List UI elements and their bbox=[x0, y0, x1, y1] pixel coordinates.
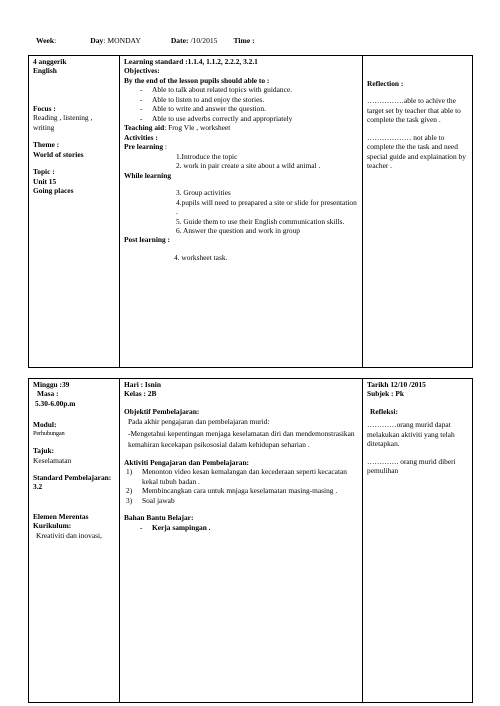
aktiviti-text: Soal jawab bbox=[142, 495, 175, 505]
time-label: Time : bbox=[233, 36, 255, 45]
lesson-content-cell bbox=[120, 56, 363, 368]
pre-learning-label: Pre learning bbox=[124, 142, 164, 152]
standard-value: 3.2 bbox=[33, 482, 43, 492]
bahan-value: - Kerja sampingan . bbox=[124, 523, 358, 532]
aktiviti-list bbox=[124, 467, 358, 505]
subjek: Subjek : Pk bbox=[367, 389, 404, 399]
reflection-cell bbox=[363, 56, 473, 368]
objectives-intro: By the end of the lesson pupils should able to : bbox=[124, 75, 270, 85]
lesson-info-cell bbox=[29, 56, 120, 368]
teaching-aid-label: Teaching aid bbox=[124, 123, 165, 133]
aktiviti-num: 3) bbox=[126, 495, 133, 505]
refleksi-achieved: …………orang murid dapat melakukan aktiviti yang telah ditetapkan. bbox=[367, 420, 455, 449]
bahan-label: Bahan Bantu Belajar: bbox=[124, 513, 194, 523]
masa-label: Masa : bbox=[37, 389, 59, 399]
objectives-label: Objectives: bbox=[124, 66, 160, 76]
while-step: 4.pupils will need to preapared a site or slide for presentation . bbox=[176, 197, 357, 217]
theme-label: Theme : bbox=[33, 140, 60, 150]
aktiviti-item bbox=[124, 496, 358, 505]
topic-label: Topic : bbox=[33, 167, 55, 177]
aktiviti-num: 2) bbox=[126, 486, 133, 496]
elemen-value: Kreativiti dan inovasi, bbox=[36, 530, 102, 540]
day-label: Day bbox=[90, 36, 104, 45]
lesson-plan-english bbox=[28, 55, 473, 368]
lesson-plan-malay bbox=[28, 378, 473, 703]
post-learning-label: Post learning : bbox=[124, 235, 170, 245]
aktiviti-num: 1) bbox=[126, 467, 133, 477]
masa-value: 5.30-6.00p.m bbox=[35, 398, 76, 408]
pre-learning-colon: : bbox=[163, 142, 167, 152]
date-label: Date: bbox=[170, 36, 189, 45]
teaching-aid bbox=[124, 123, 358, 132]
rph-reflection-cell bbox=[363, 379, 473, 703]
while-step: 3. Group activities bbox=[176, 188, 231, 198]
week-label: Week bbox=[36, 36, 55, 45]
rph-info-cell bbox=[29, 379, 120, 703]
rph-content-cell bbox=[120, 379, 363, 703]
objective-item: - Able to write and answer the question. bbox=[124, 104, 358, 113]
page-header: Week: Day: MONDAY Date: /10/2015 Time : bbox=[36, 36, 255, 45]
tajuk-value: Keselamatan bbox=[33, 455, 72, 465]
topic-unit: Unit 15 bbox=[33, 176, 57, 186]
class-name: 4 anggerik bbox=[33, 57, 67, 66]
objektif-intro: Pada akhir pengajaran dan pembelajaran murid: bbox=[128, 417, 270, 427]
aktiviti-item bbox=[124, 467, 358, 486]
kelas: Kelas : 2B bbox=[124, 389, 157, 399]
objektif-item: -Mengetahui kepentingan menjaga keselamatan diri dan mendemonstrasikan kemahiran kecekapan psikososial dalam kehidupan seharian . bbox=[128, 428, 355, 449]
post-step: 4. worksheet task. bbox=[174, 252, 228, 262]
pre-step: 1.Introduce the topic bbox=[176, 151, 238, 161]
tarikh: Tarikh 12/10 /2015 bbox=[367, 380, 426, 389]
objective-item: - Able to use adverbs correctly and appropriately bbox=[124, 114, 358, 123]
reflection-achieved: ……………able to achive the target set by teacher that able to complete the task given . bbox=[367, 96, 461, 125]
objektif-label: Objektif Pembelajaran: bbox=[124, 406, 200, 416]
while-step: 6. Answer the question and work in group bbox=[176, 225, 300, 235]
refleksi-remedial: …………. orang murid diberi pemulihan bbox=[367, 456, 456, 476]
focus-value: Reading , listening , writing bbox=[33, 113, 93, 132]
tajuk-label: Tajuk: bbox=[33, 446, 55, 456]
teaching-aid-value: : Frog Vle , worksheet bbox=[164, 123, 231, 133]
aktiviti-text: Membincangkan cara untuk mnjaga keselamatan masing-masing . bbox=[142, 486, 338, 496]
modul-label: Modul: bbox=[33, 420, 57, 430]
date-value: /10/2015 bbox=[190, 36, 218, 45]
standard-label: Standard Pembelajaran: bbox=[33, 473, 112, 482]
refleksi-label: Refleksi: bbox=[370, 406, 398, 416]
objectives-list bbox=[124, 85, 358, 123]
objective-item: - Able to listen to and enjoy the stories. bbox=[124, 95, 358, 104]
pre-learning-heading bbox=[124, 142, 358, 151]
topic-value: Going places bbox=[33, 186, 74, 196]
learning-standard: Learning standard :1.1.4, 1.1.2, 2.2.2, 3.2.1 bbox=[124, 57, 258, 66]
activities-label: Activities : bbox=[124, 132, 158, 142]
reflection-label: Reflection : bbox=[367, 79, 404, 88]
while-learning-label: While learning bbox=[124, 170, 172, 180]
aktiviti-item bbox=[124, 486, 358, 495]
pre-step: 2. work in pair create a site about a wild animal . bbox=[176, 161, 321, 171]
modul-value: Perhubungan bbox=[33, 429, 65, 437]
aktiviti-text: Menonton video kesan kemalangan dan kecederaan seperti kecacatan kekal tubuh badan . bbox=[142, 467, 347, 486]
reflection-not-achieved: ……………… not able to complete the the task and need special guide and explaination by teacher . bbox=[367, 132, 466, 171]
while-step: 5. Guide them to use their English communication skills. bbox=[176, 216, 345, 226]
subject-name: English bbox=[33, 66, 57, 76]
objective-item: - Able to talk about related topics with guidance. bbox=[124, 85, 358, 94]
aktiviti-label: Aktiviti Pengajaran dan Pembelajaran: bbox=[124, 457, 250, 467]
day-value: : MONDAY bbox=[103, 36, 141, 45]
elemen-label: Elemen Merentas Kurikulum: bbox=[33, 511, 89, 531]
minggu: Minggu :39 bbox=[33, 380, 70, 389]
hari: Hari : Isnin bbox=[124, 380, 161, 389]
focus-label: Focus : bbox=[33, 103, 56, 113]
theme-value: World of stories bbox=[33, 149, 84, 159]
